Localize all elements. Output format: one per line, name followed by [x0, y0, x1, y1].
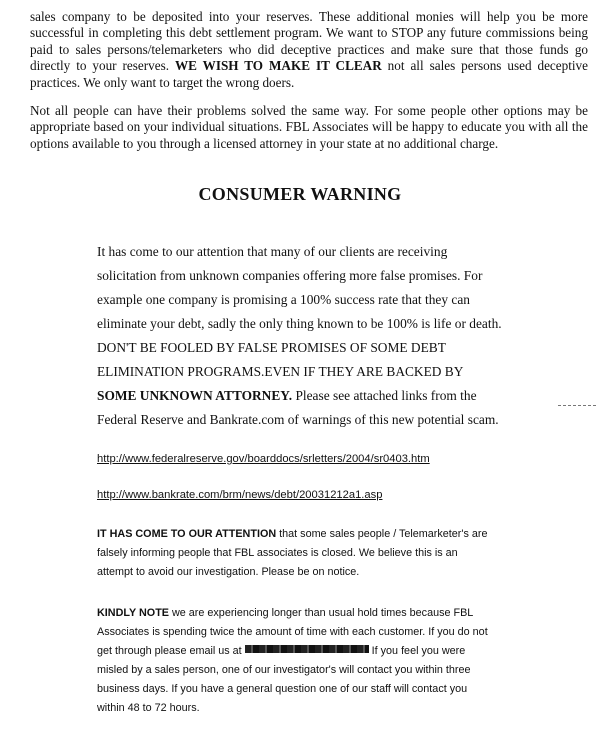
- kindly-line-3a: get through please email us at: [97, 645, 245, 657]
- options-paragraph: Not all people can have their problems solved the same way. For some people other options may be appropriate based on your individual situations. FBL Associates will be happy to educate you with all the options available to you through a licensed attorney in your state at no additional charge.: [30, 103, 588, 151]
- warning-line-4: eliminate your debt, sadly the only thing known to be 100% is life or death.: [97, 316, 502, 331]
- attention-notice: [97, 525, 537, 582]
- intro-line-5: sales persons used deceptive practices. We only want to target the wrong doers.: [30, 58, 588, 90]
- kindly-note-lead: KINDLY NOTE: [97, 607, 169, 619]
- intro-line-3: commissions being paid to sales persons/telemarketers who did deceptive practices and make: [30, 25, 588, 57]
- warning-line-7-bold: SOME UNKNOWN ATTORNEY.: [97, 388, 293, 403]
- consumer-warning-heading: CONSUMER WARNING: [198, 184, 402, 204]
- intro-emphasis: WE WISH TO MAKE IT CLEAR: [174, 58, 382, 74]
- warning-line-6: [97, 364, 537, 380]
- warning-line-5: DON'T BE FOOLED BY FALSE PROMISES OF SOME DEBT: [97, 340, 446, 355]
- kindly-line-4: misled by a sales person, one of our investigator's will contact you within three: [97, 664, 471, 676]
- kindly-line-5: business days. If you have a general question one of our staff will contact you: [97, 683, 468, 695]
- kindly-line-6: within 48 to 72 hours.: [97, 702, 200, 714]
- attention-line-3: attempt to avoid our investigation. Please be on notice.: [97, 566, 360, 578]
- attention-lead: IT HAS COME TO OUR ATTENTION: [97, 528, 277, 540]
- kindly-line-1: we are experiencing longer than usual hold times because FBL: [169, 607, 474, 619]
- warning-line-7: [97, 388, 537, 404]
- warning-line-2: solicitation from unknown companies offering more false promises. For: [97, 268, 483, 283]
- kindly-line-3b: If you feel you were: [368, 645, 466, 657]
- kindly-note: [97, 604, 537, 718]
- warning-line-3: example one company is promising a 100% success rate that they can: [97, 292, 470, 307]
- intro-line-4b: not all: [387, 58, 424, 74]
- attention-line-1: that some sales people / Telemarketer's are: [276, 528, 488, 540]
- intro-line-1: sales company to be deposited into your reserves. These additional monies will help you be more: [30, 9, 588, 24]
- federal-reserve-link[interactable]: http://www.federalreserve.gov/boarddocs/srletters/2004/sr0403.htm: [97, 453, 430, 465]
- intro-paragraph: [30, 9, 588, 91]
- warning-line-8: Federal Reserve and Bankrate.com of warnings of this new potential scam.: [97, 412, 499, 427]
- kindly-line-2: Associates is spending twice the amount of time with each customer. If you do not: [97, 626, 488, 638]
- warning-line-1: It has come to our attention that many of our clients are receiving: [97, 244, 448, 259]
- bankrate-link[interactable]: http://www.bankrate.com/brm/news/debt/20031212a1.asp: [97, 489, 383, 501]
- warning-line-6a: ELIMINATION PROGRAMS.EVEN IF THEY ARE BACKED BY: [97, 364, 464, 379]
- attention-line-2: falsely informing people that FBL associates is closed. We believe this is an: [97, 547, 458, 559]
- intro-line-4: sure that those funds go directly to your reserves.: [30, 41, 589, 74]
- margin-dash-mark: [558, 405, 596, 406]
- intro-line-2: successful in completing this debt settlement program. We want to STOP any future: [30, 25, 482, 41]
- warning-line-7-rest: Please see attached links from the: [295, 388, 477, 403]
- redacted-email: [245, 645, 369, 653]
